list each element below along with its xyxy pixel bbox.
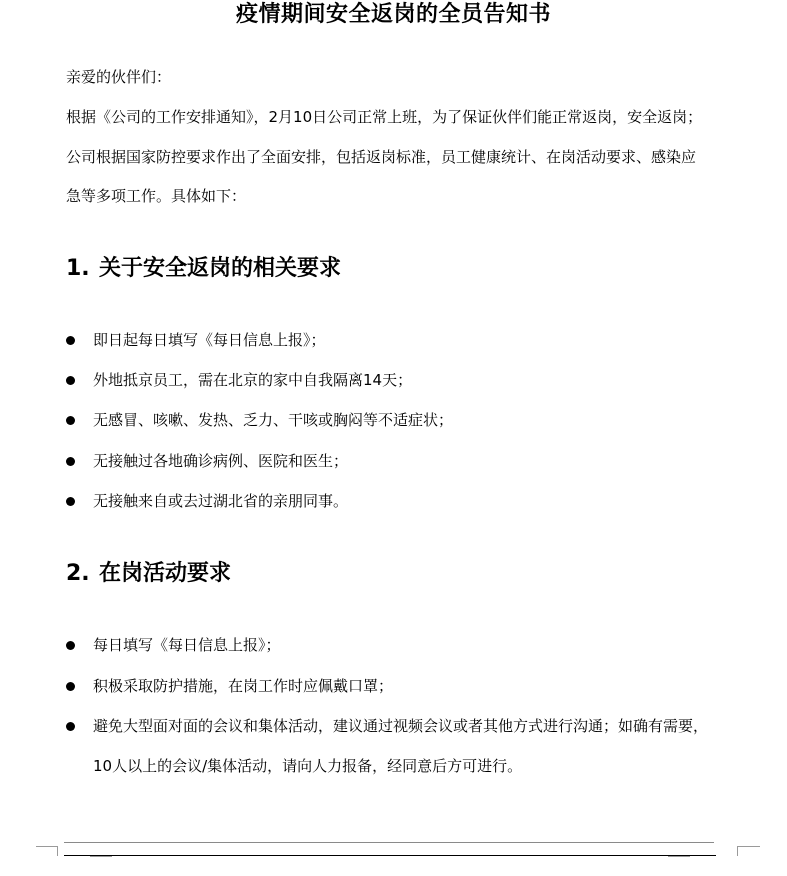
section-2-heading xyxy=(66,559,231,589)
section-1-number: 1. xyxy=(66,256,90,281)
bullet-dot-icon xyxy=(66,376,75,385)
bullet-dot-icon xyxy=(66,722,75,731)
greeting: 亲爱的伙伴们： xyxy=(66,68,172,86)
margin-corner-mark xyxy=(36,846,58,847)
list-item-text: 即日起每日填写《每日信息上报》； xyxy=(93,331,326,349)
bullet-dot-icon xyxy=(66,457,75,466)
section-2-title: 在岗活动要求 xyxy=(99,561,232,586)
section-2-number: 2. xyxy=(66,561,90,586)
intro-line-2: 公司根据国家防控要求作出了全面安排，包括返岗标准，员工健康统计、在岗活动要求、感染应 xyxy=(66,148,697,166)
document-title: 疫情期间安全返岗的全员告知书 xyxy=(235,2,551,27)
section-1-title: 关于安全返岗的相关要求 xyxy=(99,256,342,281)
list-item-text: 积极采取防护措施，在岗工作时应佩戴口罩； xyxy=(93,677,394,695)
page-edge-line xyxy=(64,855,716,856)
margin-corner-mark xyxy=(737,846,738,856)
page-bottom-divider xyxy=(64,842,714,843)
list-item-continuation: 10人以上的会议/集体活动，请向人力报备，经同意后方可进行。 xyxy=(93,757,523,775)
section-1-heading xyxy=(66,254,341,284)
bullet-dot-icon xyxy=(66,416,75,425)
bullet-dot-icon xyxy=(66,641,75,650)
bullet-dot-icon xyxy=(66,682,75,691)
intro-line-1: 根据《公司的工作安排通知》，2月10日公司正常上班，为了保证伙伴们能正常返岗，安全返岗； xyxy=(66,108,703,126)
margin-corner-mark xyxy=(738,846,760,847)
list-item-text: 每日填写《每日信息上报》； xyxy=(93,636,281,654)
list-item-text: 外地抵京员工，需在北京的家中自我隔离14天； xyxy=(93,371,413,389)
margin-corner-mark xyxy=(668,856,690,857)
list-item-text: 避免大型面对面的会议和集体活动，建议通过视频会议或者其他方式进行沟通；如确有需要， xyxy=(93,717,709,735)
list-item-text: 无感冒、咳嗽、发热、乏力、干咳或胸闷等不适症状； xyxy=(93,411,454,429)
bullet-dot-icon xyxy=(66,497,75,506)
list-item-text: 无接触来自或去过湖北省的亲朋同事。 xyxy=(93,492,349,510)
margin-corner-mark xyxy=(57,846,58,856)
list-item-text: 无接触过各地确诊病例、医院和医生； xyxy=(93,452,349,470)
margin-corner-mark xyxy=(90,856,112,857)
intro-line-3: 急等多项工作。具体如下： xyxy=(66,187,247,205)
bullet-dot-icon xyxy=(66,336,75,345)
